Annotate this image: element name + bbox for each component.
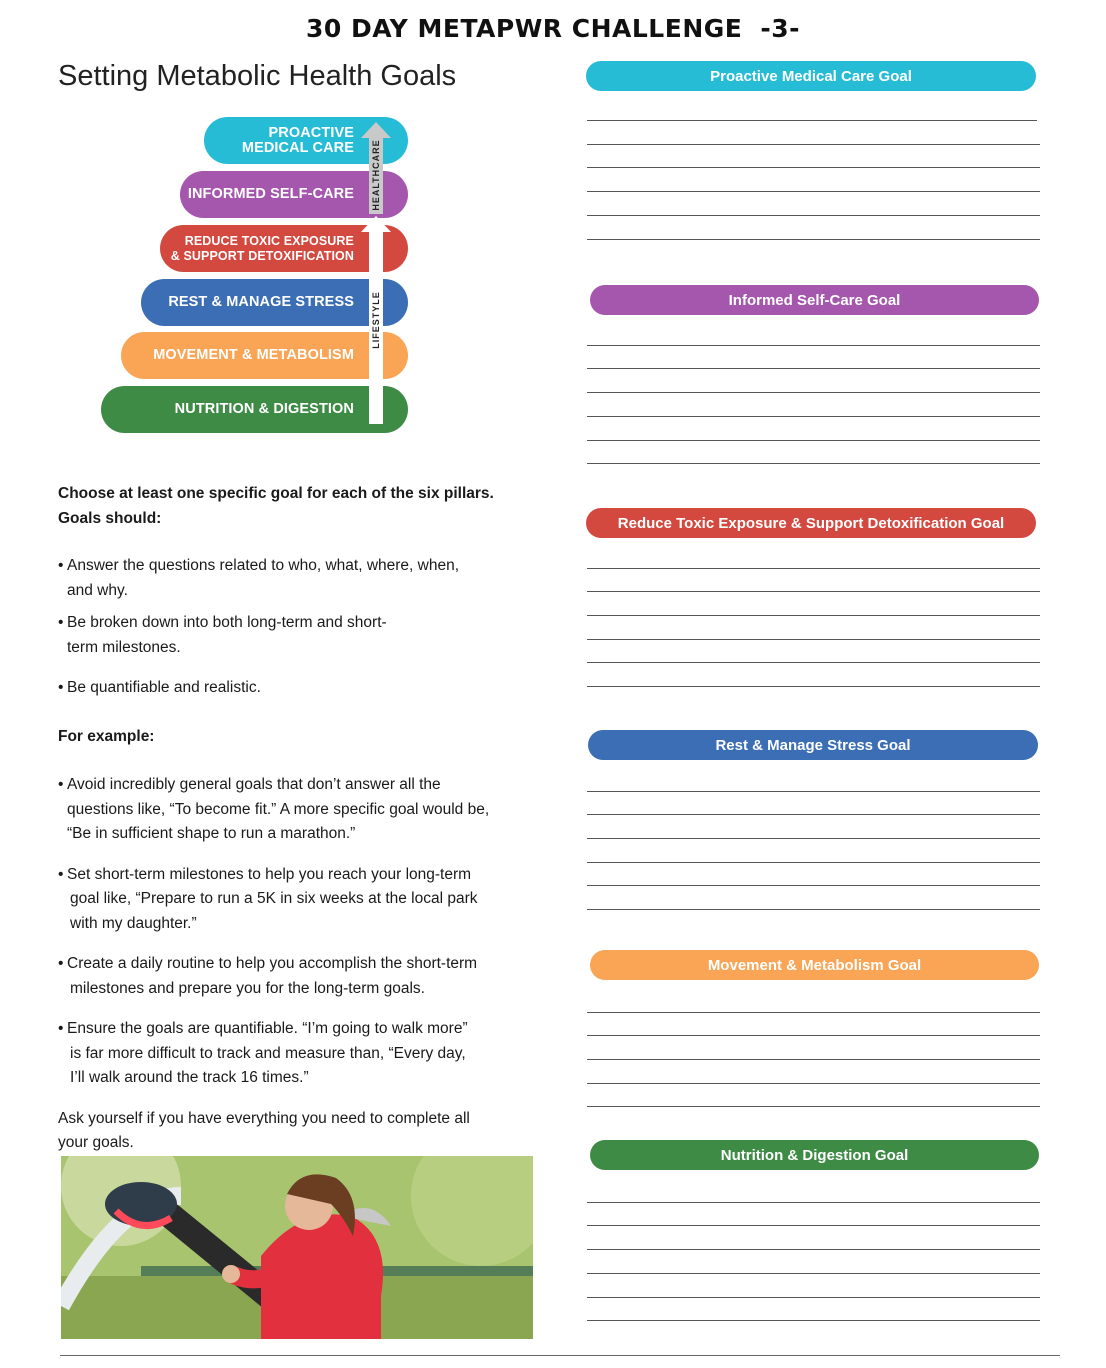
example-text: • Set short-term milestones to help you reach your long-term [67, 865, 472, 883]
writing-line[interactable] [587, 215, 1040, 216]
goal-bar-movement-metabolism: Movement & Metabolism Goal [590, 950, 1039, 980]
writing-line[interactable] [587, 568, 1040, 569]
pillar-label: & SUPPORT DETOXIFICATION [170, 248, 354, 263]
writing-line[interactable] [587, 814, 1040, 815]
writing-line[interactable] [587, 639, 1040, 640]
example-text: • Ensure the goals are quantifiable. “I’m going to walk more” [67, 1020, 468, 1037]
woman-stretching-photo [61, 1156, 533, 1339]
writing-line[interactable] [587, 191, 1040, 192]
goal-bar-reduce-toxic-exposure: Reduce Toxic Exposure & Support Detoxification Goal [586, 508, 1036, 538]
challenge-title: 30 DAY METAPWR CHALLENGE [305, 14, 743, 43]
writing-line[interactable] [587, 615, 1040, 616]
writing-line[interactable] [587, 1106, 1040, 1107]
pillar-label: MEDICAL CARE [241, 139, 354, 156]
intro-line: Choose at least one specific goal for each of the six pillars. [58, 485, 494, 502]
healthcare-axis-label: HEALTHCARE [371, 139, 381, 211]
criteria-item [58, 676, 538, 701]
criteria-item [58, 554, 538, 603]
lifestyle-axis-label: LIFESTYLE [371, 291, 381, 349]
example-text: milestones and prepare you for the long-term goals. [70, 979, 425, 997]
criteria-text: and why. [67, 581, 128, 599]
writing-line[interactable] [587, 1035, 1040, 1036]
closing-text: Ask yourself if you have everything you need to complete all [58, 1109, 470, 1127]
writing-line[interactable] [587, 167, 1040, 168]
writing-line[interactable] [587, 463, 1040, 464]
example-item [58, 1017, 538, 1091]
writing-line[interactable] [587, 1083, 1040, 1084]
criteria-text: term milestones. [67, 638, 181, 656]
criteria-text: • Be quantifiable and realistic. [67, 679, 261, 696]
writing-line[interactable] [587, 909, 1040, 910]
example-item [58, 773, 538, 847]
example-text: questions like, “To become fit.” A more specific goal would be, [67, 800, 490, 818]
pillar-label: REST & MANAGE STRESS [168, 294, 354, 310]
writing-line[interactable] [587, 239, 1040, 240]
writing-line[interactable] [587, 416, 1040, 417]
goal-bar-proactive-medical-care: Proactive Medical Care Goal [586, 61, 1036, 91]
photo-illustration [61, 1156, 533, 1339]
writing-line[interactable] [587, 862, 1040, 863]
example-heading: For example: [58, 727, 155, 745]
example-text: • Create a daily routine to help you accomplish the short-term [67, 955, 478, 972]
pillar-label: NUTRITION & DIGESTION [174, 401, 354, 417]
writing-line[interactable] [587, 120, 1037, 121]
example-item [58, 863, 538, 937]
example-text: “Be in sufficient shape to run a marathon.” [67, 825, 356, 842]
writing-line[interactable] [587, 838, 1040, 839]
writing-line[interactable] [587, 1225, 1040, 1226]
writing-line[interactable] [587, 144, 1040, 145]
writing-line[interactable] [587, 591, 1040, 592]
writing-line[interactable] [587, 1012, 1040, 1013]
writing-line[interactable] [587, 791, 1040, 792]
writing-line[interactable] [587, 1273, 1040, 1274]
writing-line[interactable] [587, 1249, 1040, 1250]
writing-line[interactable] [587, 1202, 1040, 1203]
criteria-text: • Answer the questions related to who, what, where, when, [67, 557, 460, 574]
pillar-label: PROACTIVE [268, 124, 354, 141]
goal-bar-nutrition-digestion: Nutrition & Digestion Goal [590, 1140, 1039, 1170]
intro-line: Goals should: [58, 509, 162, 527]
writing-line[interactable] [587, 392, 1040, 393]
instructions [58, 482, 538, 1156]
closing-text: your goals. [58, 1134, 134, 1151]
pillar-label: MOVEMENT & METABOLISM [153, 347, 354, 363]
example-text: • Avoid incredibly general goals that don’t answer all the [67, 776, 441, 793]
pillar-label: REDUCE TOXIC EXPOSURE [184, 233, 354, 248]
page-title: Setting Metabolic Health Goals [58, 60, 457, 92]
footer-rule [60, 1355, 1060, 1356]
example-text: is far more difficult to track and measure than, “Every day, [70, 1044, 466, 1062]
goal-bar-rest-manage-stress: Rest & Manage Stress Goal [588, 730, 1038, 760]
writing-line[interactable] [587, 686, 1040, 687]
writing-line[interactable] [587, 1059, 1040, 1060]
example-text: with my daughter.” [70, 914, 197, 932]
writing-line[interactable] [587, 440, 1040, 441]
example-text: goal like, “Prepare to run a 5K in six weeks at the local park [70, 890, 478, 907]
pillar-label: INFORMED SELF-CARE [187, 186, 354, 202]
goal-bar-informed-self-care: Informed Self-Care Goal [590, 285, 1039, 315]
criteria-item [58, 611, 538, 660]
writing-line[interactable] [587, 345, 1040, 346]
pillars-pyramid [0, 0, 560, 450]
example-item [58, 952, 538, 1001]
writing-line[interactable] [587, 885, 1040, 886]
page-number: -3- [760, 14, 800, 43]
criteria-text: • Be broken down into both long-term and short- [67, 614, 387, 631]
writing-line[interactable] [587, 662, 1040, 663]
writing-line[interactable] [587, 1320, 1040, 1321]
writing-line[interactable] [587, 368, 1040, 369]
example-text: I’ll walk around the track 16 times.” [70, 1069, 309, 1086]
writing-line[interactable] [587, 1297, 1040, 1298]
